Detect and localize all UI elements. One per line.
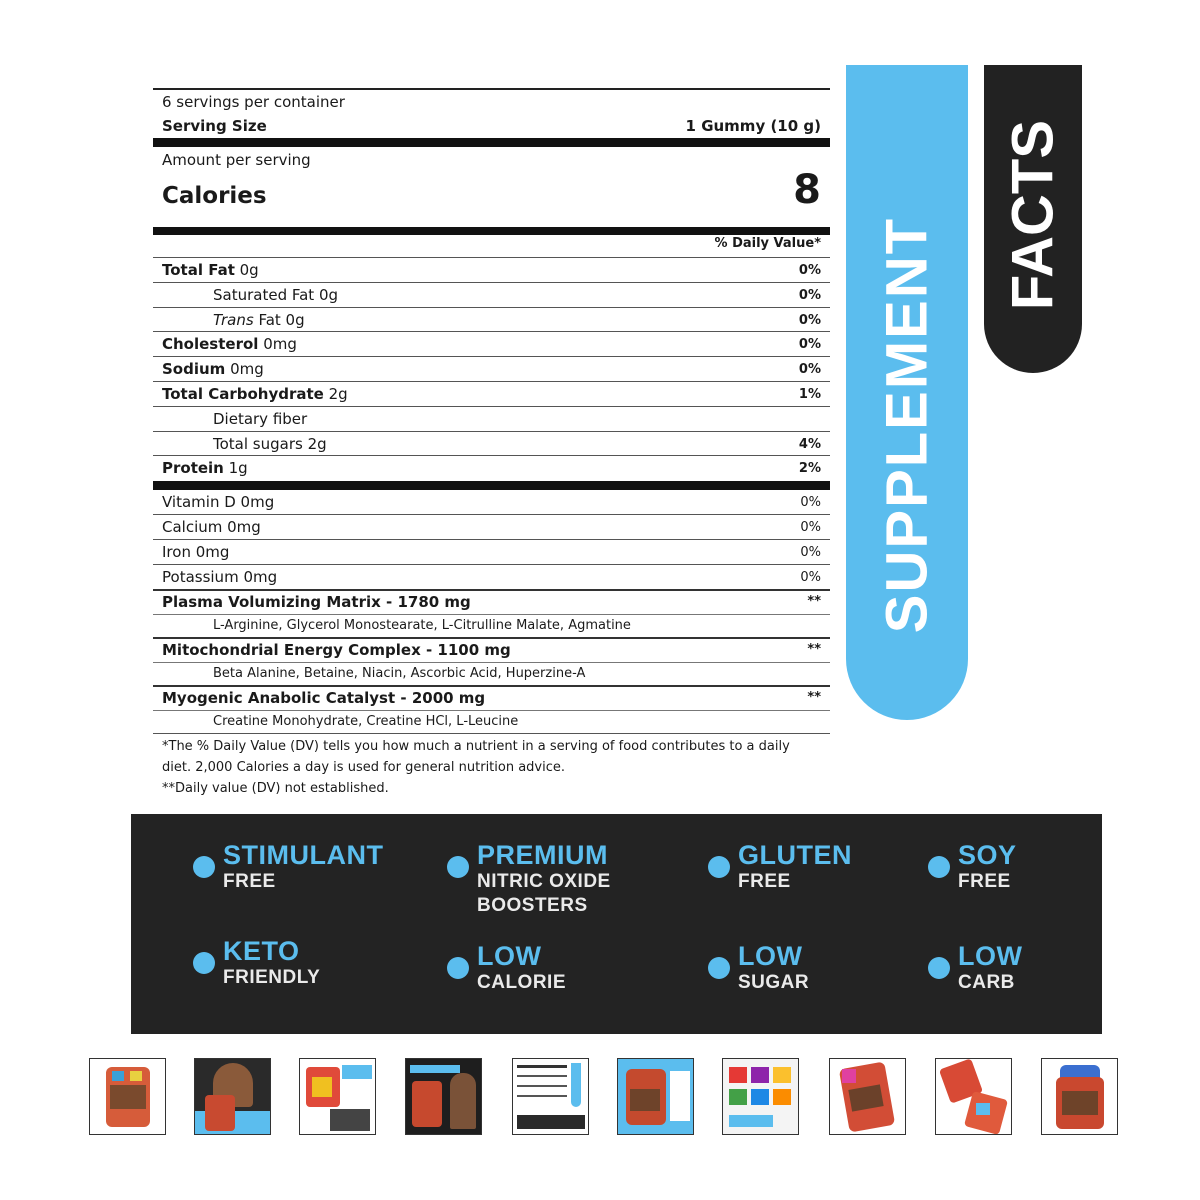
feature-subtitle: FREE bbox=[223, 871, 276, 892]
mineral-dv: 0% bbox=[800, 544, 821, 560]
mineral-dv: 0% bbox=[800, 495, 821, 511]
nutrient-row bbox=[153, 283, 830, 308]
mineral-dv: 0% bbox=[800, 569, 821, 585]
matrix-ingredients bbox=[153, 710, 830, 733]
feature-subtitle: CARB bbox=[958, 972, 1015, 993]
nutrient-amount: 0g bbox=[234, 261, 259, 279]
nutrient-amount: 2g bbox=[302, 434, 327, 453]
matrix-row bbox=[153, 589, 830, 614]
feature-title: PREMIUM bbox=[477, 840, 608, 870]
thumbnail-increase-muscle[interactable] bbox=[405, 1058, 482, 1135]
feature-title: STIMULANT bbox=[223, 840, 384, 870]
matrix-row bbox=[153, 637, 830, 662]
matrix-name: Plasma Volumizing Matrix - 1780 mg bbox=[162, 593, 471, 612]
feature-subtitle: FREE bbox=[958, 871, 1011, 892]
nutrient-dv: 0% bbox=[798, 362, 821, 378]
matrix-ingredients-text: Beta Alanine, Betaine, Niacin, Ascorbic Acid, Huperzine-A bbox=[213, 666, 586, 682]
feature-subtitle: CALORIE bbox=[477, 972, 566, 993]
mineral-divider bbox=[153, 481, 830, 490]
nutrient-name: Protein bbox=[162, 459, 224, 478]
nutrient-name: Total Carbohydrate bbox=[162, 384, 324, 403]
nutrient-row bbox=[153, 258, 830, 283]
mineral-row bbox=[153, 515, 830, 540]
bullet-dot-icon bbox=[928, 856, 950, 878]
nutrient-row bbox=[153, 357, 830, 382]
matrix-dv: ** bbox=[807, 594, 821, 610]
footnote-dv: *The % Daily Value (DV) tells you how much a nutrient in a serving of food contributes to a daily bbox=[162, 739, 790, 755]
feature-title: KETO bbox=[223, 936, 300, 966]
nutrient-dv: 0% bbox=[798, 312, 821, 328]
feature-subtitle: NITRIC OXIDE BOOSTERS bbox=[477, 871, 611, 916]
supplement-banner bbox=[846, 65, 968, 720]
footnotes bbox=[153, 733, 830, 799]
nutrient-amount: 0mg bbox=[225, 360, 264, 379]
thumbnail-gummy-colors-grid[interactable] bbox=[722, 1058, 799, 1135]
nutrient-row bbox=[153, 456, 830, 481]
facts-banner-text: FACTS bbox=[1000, 119, 1066, 311]
matrix-ingredients bbox=[153, 614, 830, 637]
mineral-name: Iron 0mg bbox=[162, 542, 230, 561]
nutrient-amount: 2g bbox=[323, 384, 348, 403]
nutrient-name: Total Fat bbox=[162, 261, 235, 279]
nutrient-name: Saturated Fat bbox=[213, 285, 315, 304]
matrix-dv: ** bbox=[807, 690, 821, 706]
supplement-banner-text: SUPPLEMENT bbox=[874, 216, 940, 634]
matrix-ingredients-text: Creatine Monohydrate, Creatine HCl, L-Leucine bbox=[213, 714, 519, 730]
nutrient-row bbox=[153, 432, 830, 457]
nutrient-name: Sodium bbox=[162, 360, 226, 379]
nutrient-amount: 0mg bbox=[258, 335, 297, 354]
matrix-name: Mitochondrial Energy Complex - 1100 mg bbox=[162, 641, 511, 660]
thumbnail-supplement-facts[interactable] bbox=[512, 1058, 589, 1135]
mineral-name: Calcium 0mg bbox=[162, 517, 261, 536]
amount-per-serving: Amount per serving bbox=[162, 151, 311, 169]
nutrient-dv: 2% bbox=[798, 461, 821, 477]
feature-title: GLUTEN bbox=[738, 840, 852, 870]
feature-subtitle: FRIENDLY bbox=[223, 967, 321, 988]
matrix-dv: ** bbox=[807, 642, 821, 658]
mineral-name: Vitamin D 0mg bbox=[162, 493, 275, 512]
thumbnail-pouch-with-gummies[interactable] bbox=[617, 1058, 694, 1135]
nutrient-dv: 4% bbox=[798, 436, 821, 452]
nutrient-dv: 0% bbox=[798, 287, 821, 303]
thumbnail-pouch-jar[interactable] bbox=[1041, 1058, 1118, 1135]
footnote-calories: diet. 2,000 Calories a day is used for general nutrition advice. bbox=[162, 760, 566, 776]
thumbnail-pouch-angled[interactable] bbox=[829, 1058, 906, 1135]
serving-size-label: Serving Size bbox=[162, 117, 267, 135]
bullet-dot-icon bbox=[708, 856, 730, 878]
bullet-dot-icon bbox=[193, 856, 215, 878]
nutrient-name: Cholesterol bbox=[162, 335, 259, 354]
mineral-row bbox=[153, 540, 830, 565]
footnote-not-established: **Daily value (DV) not established. bbox=[162, 781, 389, 797]
matrix-name: Myogenic Anabolic Catalyst - 2000 mg bbox=[162, 689, 486, 708]
mineral-name: Potassium 0mg bbox=[162, 567, 278, 586]
bullet-dot-icon bbox=[708, 957, 730, 979]
feature-subtitle: SUGAR bbox=[738, 972, 810, 993]
feature-subtitle: FREE bbox=[738, 871, 791, 892]
thumbnail-athlete-with-pouch[interactable] bbox=[194, 1058, 271, 1135]
servings-text: 6 servings per container bbox=[162, 93, 345, 111]
mineral-dv: 0% bbox=[800, 519, 821, 535]
calories-value: 8 bbox=[793, 167, 821, 213]
nutrient-name: Trans bbox=[213, 310, 254, 329]
thumbnail-product-pouch-front[interactable] bbox=[89, 1058, 166, 1135]
nutrient-amount: Fat 0g bbox=[253, 310, 305, 329]
mineral-row bbox=[153, 490, 830, 515]
bullet-dot-icon bbox=[447, 957, 469, 979]
bullet-dot-icon bbox=[447, 856, 469, 878]
supplement-facts-panel bbox=[153, 88, 830, 799]
facts-banner bbox=[984, 65, 1082, 373]
nutrient-row bbox=[153, 332, 830, 357]
calories-label: Calories bbox=[162, 183, 267, 209]
serving-size-value: 1 Gummy (10 g) bbox=[685, 117, 821, 135]
nutrient-name: Total sugars bbox=[213, 434, 303, 453]
daily-value-label: % Daily Value* bbox=[714, 236, 821, 251]
thumbnail-two-pouches[interactable] bbox=[935, 1058, 1012, 1135]
feature-band bbox=[131, 814, 1102, 1034]
nutrient-row bbox=[153, 308, 830, 333]
feature-title: LOW bbox=[477, 941, 542, 971]
nutrient-dv: 0% bbox=[798, 263, 821, 278]
nutrient-row bbox=[153, 407, 830, 432]
matrix-ingredients-text: L-Arginine, Glycerol Monostearate, L-Citrulline Malate, Agmatine bbox=[213, 618, 631, 634]
matrix-row bbox=[153, 685, 830, 710]
nutrient-amount: 0g bbox=[314, 285, 339, 304]
bullet-dot-icon bbox=[928, 957, 950, 979]
feature-title: LOW bbox=[738, 941, 803, 971]
thumbnail-easy-to-use[interactable] bbox=[299, 1058, 376, 1135]
serving-size-line bbox=[153, 114, 830, 138]
bullet-dot-icon bbox=[193, 952, 215, 974]
thumbnail-strip bbox=[0, 1058, 1200, 1138]
nutrient-row bbox=[153, 382, 830, 407]
mineral-row bbox=[153, 565, 830, 590]
nutrient-dv: 0% bbox=[798, 337, 821, 353]
servings-line bbox=[153, 90, 830, 114]
feature-title: SOY bbox=[958, 840, 1017, 870]
nutrient-name: Dietary fiber bbox=[213, 409, 308, 428]
feature-title: LOW bbox=[958, 941, 1023, 971]
nutrient-amount: 1g bbox=[223, 459, 248, 478]
matrix-ingredients bbox=[153, 662, 830, 685]
nutrient-dv: 1% bbox=[798, 386, 821, 402]
calories-block bbox=[153, 138, 830, 227]
daily-value-header bbox=[153, 227, 830, 258]
